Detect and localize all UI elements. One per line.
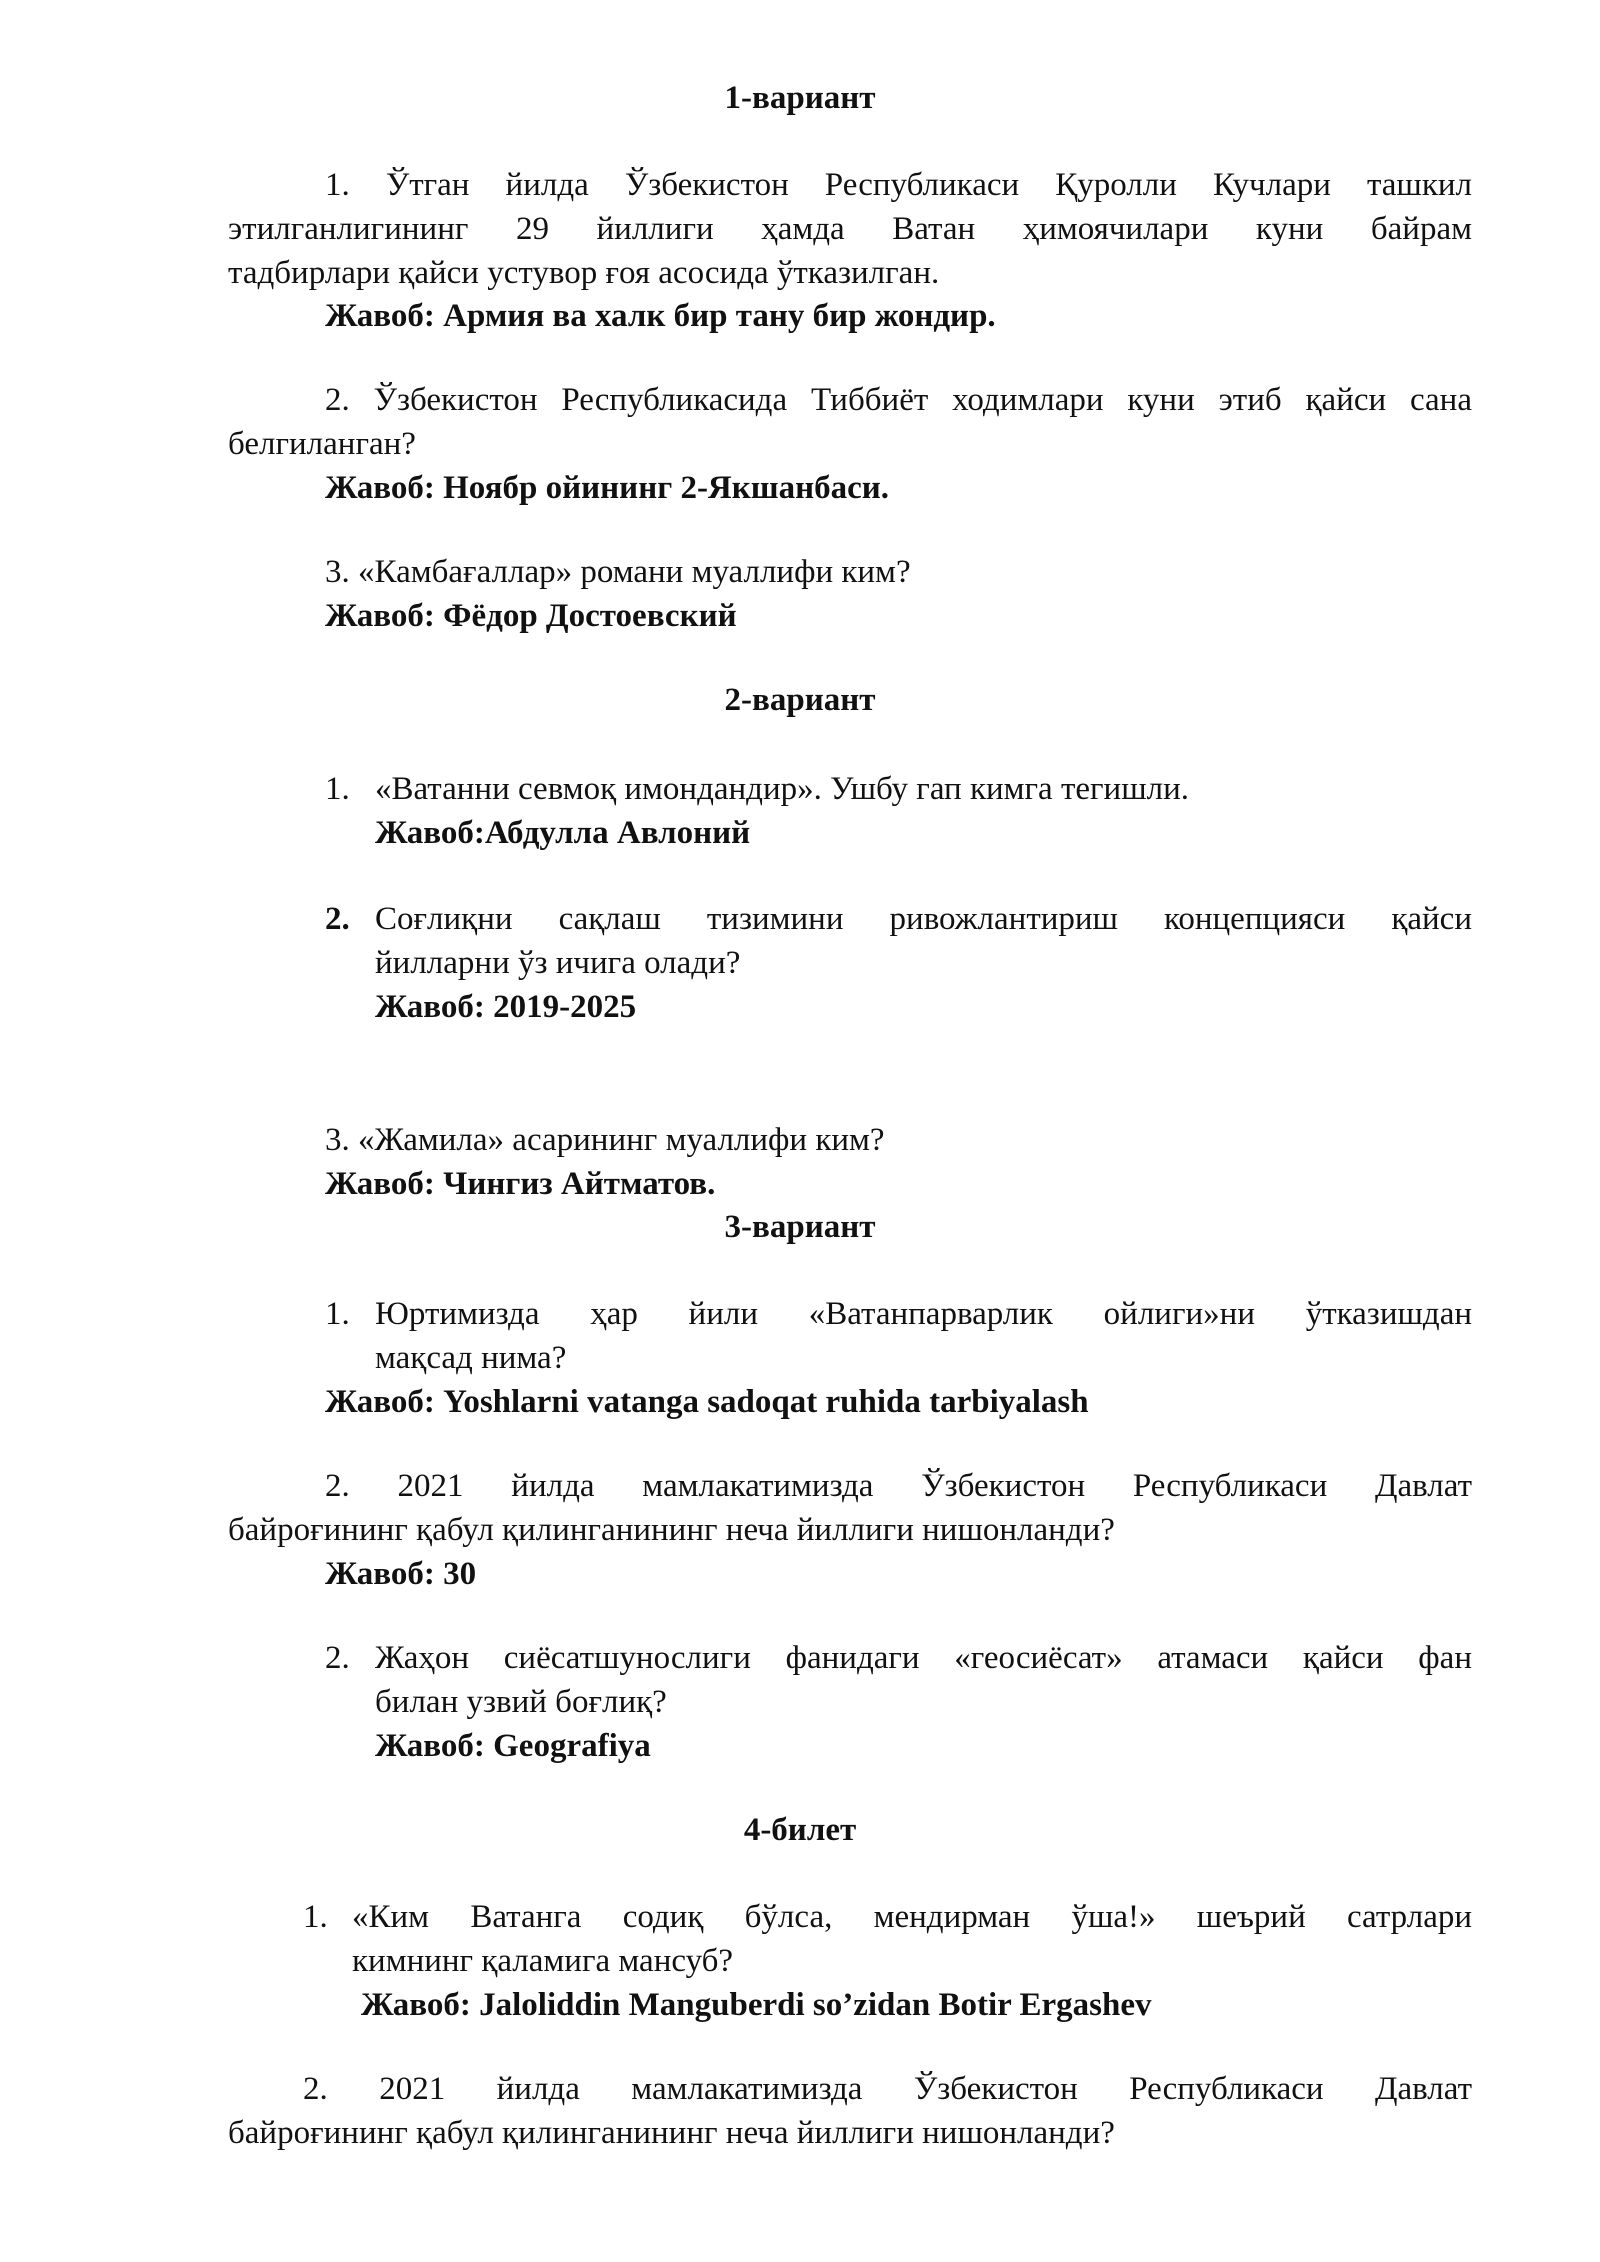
section-title-ticket-4: 4-билет: [743, 1812, 857, 1848]
section-title-variant-1: 1-вариант: [724, 80, 876, 116]
v3-q1-line-2: мақсад нима?: [375, 1340, 567, 1376]
v3-q3-line-2: билан узвий боғлиқ?: [375, 1684, 667, 1720]
v3-q3-line-1: Жаҳон сиёсатшунослиги фанидаги «геосиёсат» атамаси қайси фан: [375, 1640, 1472, 1676]
v3-q2-line-2: байроғининг қабул қилинганининг неча йиллиги нишонланди?: [228, 1512, 1115, 1548]
v3-q1-number: 1.: [325, 1296, 350, 1332]
v2-q2-number: 2.: [325, 901, 350, 937]
v4-q2-line-1: 2. 2021 йилда мамлакатимизда Ўзбекистон Республикаси Давлат: [303, 2071, 1472, 2107]
v2-q2-answer: Жавоб: 2019-2025: [375, 989, 637, 1025]
v1-q1-line-1: 1. Ўтган йилда Ўзбекистон Республикаси Қуролли Кучлари ташкил: [325, 167, 1472, 203]
v2-q1-answer: Жавоб:Абдулла Авлоний: [375, 815, 751, 851]
v4-q1-number: 1.: [303, 1899, 328, 1935]
section-title-variant-3: 3-вариант: [724, 1209, 876, 1245]
v3-q3-answer: Жавоб: Geografiya: [375, 1728, 651, 1764]
v2-q3-answer: Жавоб: Чингиз Айтматов.: [325, 1166, 716, 1202]
v1-q1-line-2: этилганлигининг 29 йиллиги ҳамда Ватан ҳимоячилари куни байрам: [228, 211, 1472, 247]
v1-q1-answer: Жавоб: Армия ва халк бир тану бир жондир.: [325, 298, 996, 334]
v3-q1-answer: Жавоб: Yoshlarni vatanga sadoqat ruhida tarbiyalash: [325, 1384, 1089, 1420]
v4-q1-line-2: кимнинг қаламига мансуб?: [352, 1943, 734, 1979]
v2-q1-line-1: «Ватанни севмоқ имондандир». Ушбу гап кимга тегишли.: [375, 771, 1190, 807]
v1-q1-line-3: тадбирлари қайси устувор ғоя асосида ўтказилган.: [228, 255, 940, 291]
v4-q2-line-2: байроғининг қабул қилинганининг неча йиллиги нишонланди?: [228, 2115, 1115, 2151]
v3-q3-number: 2.: [325, 1640, 350, 1676]
v2-q2-line-1: Соғлиқни сақлаш тизимини ривожлантириш концепцияси қайси: [375, 901, 1472, 937]
v4-q1-answer: Жавоб: Jaloliddin Manguberdi so’zidan Botir Ergashev: [361, 1987, 1152, 2023]
v1-q2-answer: Жавоб: Ноябр ойининг 2-Якшанбаси.: [325, 470, 890, 506]
v1-q2-line-2: белгиланган?: [228, 426, 416, 462]
v3-q2-answer: Жавоб: 30: [325, 1556, 477, 1592]
v2-q2-line-2: йилларни ўз ичига олади?: [375, 945, 741, 981]
v2-q1-number: 1.: [325, 771, 350, 807]
v1-q3-answer: Жавоб: Фёдор Достоевский: [325, 598, 737, 634]
section-title-variant-2: 2-вариант: [724, 682, 876, 718]
v4-q1-line-1: «Ким Ватанга содиқ бўлса, мендирман ўша!» шеърий сатрлари: [352, 1899, 1472, 1935]
v3-q1-line-1: Юртимизда ҳар йили «Ватанпарварлик ойлиги»ни ўтказишдан: [375, 1296, 1472, 1332]
v1-q2-line-1: 2. Ўзбекистон Республикасида Тиббиёт ходимлари куни этиб қайси сана: [325, 382, 1472, 418]
v1-q3-line-1: 3. «Камбағаллар» романи муаллифи ким?: [325, 554, 911, 590]
v3-q2-line-1: 2. 2021 йилда мамлакатимизда Ўзбекистон Республикаси Давлат: [325, 1468, 1472, 1504]
v2-q3-line-1: 3. «Жамила» асарининг муаллифи ким?: [325, 1122, 885, 1158]
